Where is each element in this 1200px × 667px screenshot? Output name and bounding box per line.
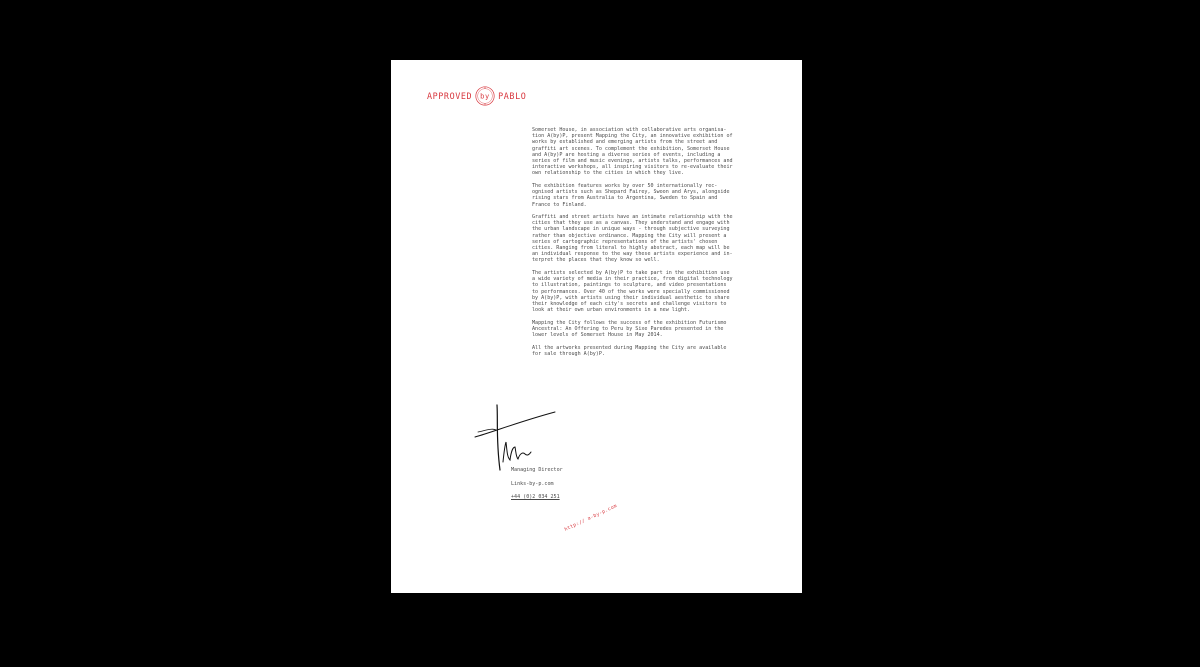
handwritten-signature <box>473 400 568 475</box>
phone-number[interactable]: +44 (0)2 034 251 <box>511 494 560 500</box>
signature-block <box>511 467 563 508</box>
job-title: Managing Director <box>511 467 563 473</box>
paragraph-4: The artists selected by A(by)P to take part in the exhibition use a wide variety of media in their practice, from digital technology to illustration, paintings to sculpture, and video presentations to performances. Over 40 of the works were specially commissioned by A(by)P, with artists using their individual aesthetic to share their knowledge of each city's secrets and challenge visitors to look at their own urban environments in a new light. <box>532 269 733 314</box>
letter-body <box>532 127 770 363</box>
seal-text: by <box>480 92 490 101</box>
url-stamp: http:// a-by-p.com <box>563 503 619 533</box>
website-link[interactable]: Links-by-p.com <box>511 480 554 487</box>
paragraph-1: Somerset House, in association with collaborative arts organisa- tion A(by)P, present Mapping the City, an innovative exhibition of works by established and emerging artists from the street and graffiti art scenes. To complement the exhibition, Somerset House and A(by)P are hosting a diverse series of events, including a series of film and music evenings, artists talks, performances and interactive workshops, all inspiring visitors to re-evaluate their own relationship to the cities in which they live. <box>532 127 733 177</box>
paragraph-2: The exhibition features works by over 50 internationally rec- ognised artists such as Shepard Fairey, Swoon and Arys, alongside rising stars from Australia to Argentina, Sweden to Spain and France to Finland. <box>532 182 730 208</box>
logo-left-word: APPROVED <box>427 91 473 101</box>
by-seal-icon <box>474 85 496 107</box>
paragraph-3: Graffiti and street artists have an intimate relationship with the cities that they use as a canvas. They understand and engage with the urban landscape in unique ways - through subjective surveying rather than objective ordinance. Mapping the City will present a series of cartographic representations of the artists' chosen cities. Ranging from literal to highly abstract, each map will be an individual response to the way these artists experience and in- terpret the places that they know so well. <box>532 214 733 264</box>
paragraph-6: All the artworks presented during Mapping the City are available for sale through A(by)P. <box>532 344 727 357</box>
paragraph-5: Mapping the City follows the success of the exhibition Futurismo Ancestral: An Offering to Peru by Sixe Paredes presented in the lower levels of Somerset House in May 2014. <box>532 319 727 339</box>
letter-sheet <box>391 60 802 593</box>
logo-right-word: PABLO <box>498 91 527 101</box>
approved-by-pablo-logo <box>427 85 526 107</box>
